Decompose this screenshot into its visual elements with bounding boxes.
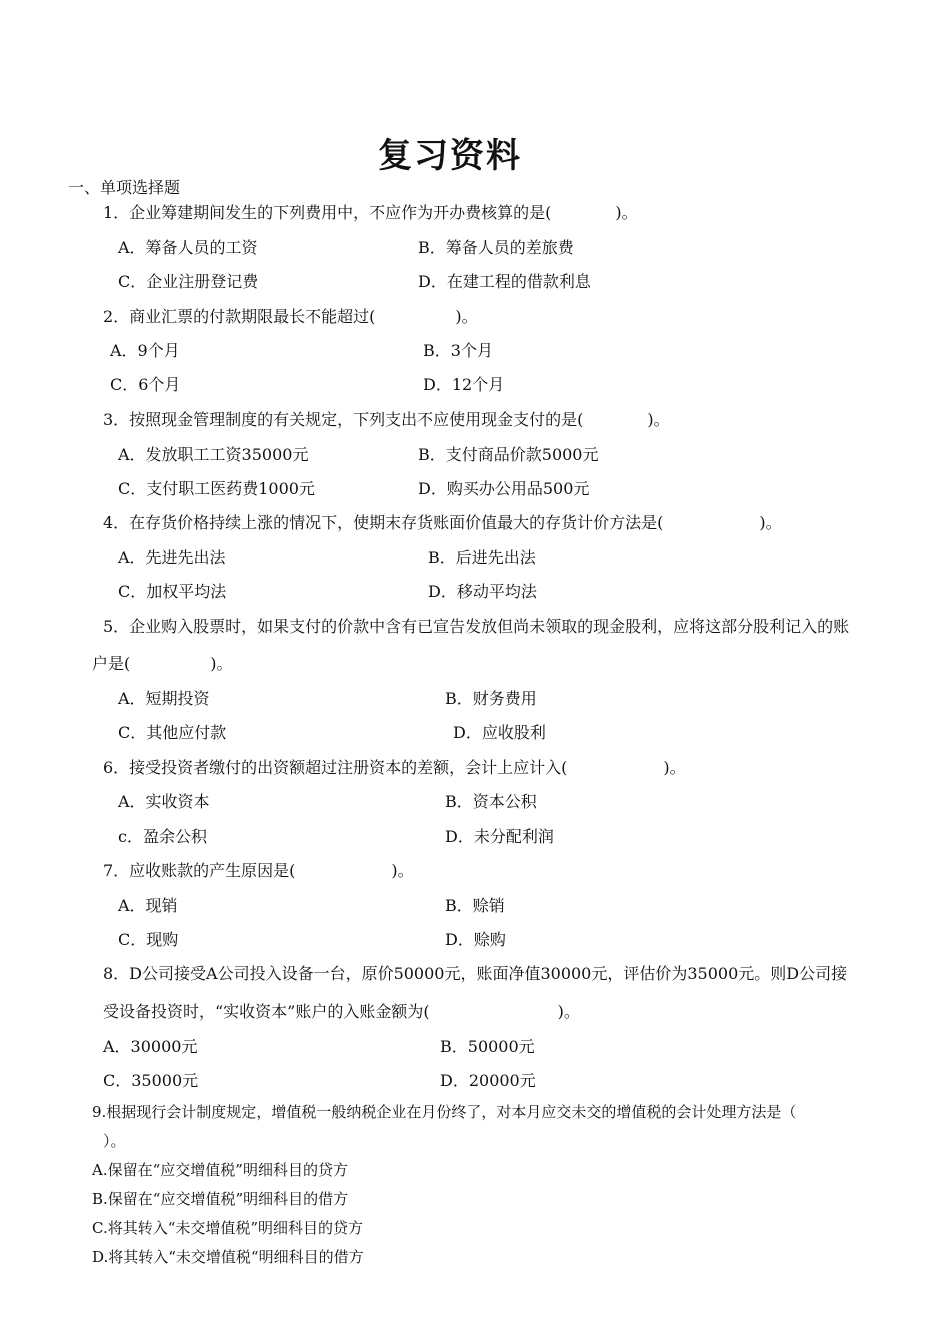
question-7-option-b: B．赊销 [445, 896, 505, 915]
question-1-stem: 1．企业筹建期间发生的下列费用中，不应作为开办费核算的是( )。 [103, 203, 638, 222]
question-9-stem-continued: ）。 [103, 1132, 126, 1150]
question-5-stem-continued: 户是( )。 [92, 654, 233, 673]
question-7-option-c: C．现购 [118, 930, 179, 949]
question-3-stem: 3．按照现金管理制度的有关规定，下列支出不应使用现金支付的是( )。 [103, 410, 670, 429]
question-5-stem: 5．企业购入股票时，如果支付的价款中含有已宣告发放但尚未领取的现金股利，应将这部分股利记入的账 [103, 617, 850, 636]
question-8-option-a: A．30000元 [103, 1037, 198, 1056]
question-8-option-c: C．35000元 [103, 1071, 199, 1090]
question-8-option-d: D．20000元 [440, 1071, 536, 1090]
question-9-option-b: B.保留在“应交增值税”明细科目的借方 [92, 1190, 349, 1208]
question-7-option-d: D．赊购 [445, 930, 506, 949]
question-6-option-a: A．实收资本 [118, 792, 210, 811]
question-4-option-b: B．后进先出法 [428, 548, 536, 567]
question-7-stem: 7．应收账款的产生原因是( )。 [103, 861, 414, 880]
question-5-option-d: D．应收股利 [453, 723, 546, 742]
question-9-option-c: C.将其转入“未交增值税”明细科目的贷方 [92, 1219, 364, 1237]
question-9-option-d: D.将其转入“未交增值税“明细科目的借方 [92, 1248, 364, 1266]
question-4-option-a: A．先进先出法 [118, 548, 226, 567]
section-heading: 一、单项选择题 [68, 178, 181, 197]
question-6-option-c: c．盈余公积 [118, 827, 207, 846]
question-5-option-a: A．短期投资 [118, 689, 210, 708]
question-9-option-a: A.保留在“应交增值税”明细科目的贷方 [92, 1161, 348, 1179]
question-5-option-b: B．财务费用 [445, 689, 537, 708]
question-4-stem: 4．在存货价格持续上涨的情况下，使期末存货账面价值最大的存货计价方法是( )。 [103, 513, 782, 532]
question-2-stem: 2．商业汇票的付款期限最长不能超过( )。 [103, 307, 478, 326]
question-3-option-d: D．购买办公用品500元 [418, 479, 590, 498]
question-3-option-c: C．支付职工医药费1000元 [118, 479, 315, 498]
question-6-option-b: B．资本公积 [445, 792, 537, 811]
question-1-option-b: B．筹备人员的差旅费 [418, 238, 574, 257]
question-3-option-b: B．支付商品价款5000元 [418, 445, 599, 464]
question-6-option-d: D．未分配利润 [445, 827, 554, 846]
question-2-option-d: D．12个月 [423, 375, 505, 394]
question-6-stem: 6．接受投资者缴付的出资额超过注册资本的差额，会计上应计入( )。 [103, 758, 686, 777]
question-2-option-c: C．6个月 [110, 375, 181, 394]
question-4-option-d: D．移动平均法 [428, 582, 537, 601]
question-8-option-b: B．50000元 [440, 1037, 535, 1056]
question-9-stem: 9.根据现行会计制度规定，增值税一般纳税企业在月份终了，对本月应交未交的增值税的会计处理方法是（ [92, 1103, 797, 1121]
question-2-option-b: B．3个月 [423, 341, 493, 360]
question-2-option-a: A．9个月 [110, 341, 180, 360]
question-8-stem-continued: 受设备投资时，“实收资本”账户的入账金额为( )。 [103, 1002, 580, 1021]
question-8-stem: 8．D公司接受A公司投入设备一台，原价50000元，账面净值30000元，评估价为35000元。则D公司接 [103, 964, 848, 983]
document-title: 复习资料 [378, 136, 522, 176]
question-7-option-a: A．现销 [118, 896, 178, 915]
question-1-option-c: C．企业注册登记费 [118, 272, 259, 291]
question-3-option-a: A．发放职工工资35000元 [118, 445, 309, 464]
question-5-option-c: C．其他应付款 [118, 723, 227, 742]
question-1-option-a: A．筹备人员的工资 [118, 238, 258, 257]
question-1-option-d: D．在建工程的借款利息 [418, 272, 591, 291]
question-4-option-c: C．加权平均法 [118, 582, 227, 601]
